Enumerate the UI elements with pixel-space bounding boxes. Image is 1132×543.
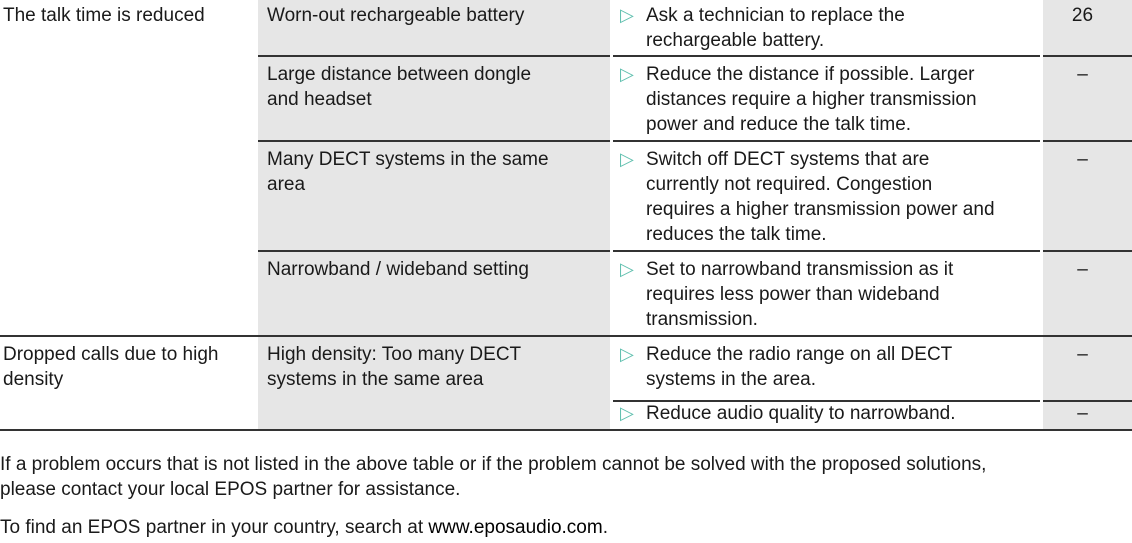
arrow-icon: ▷ (620, 259, 634, 279)
divider (613, 250, 1040, 252)
divider (613, 55, 1040, 57)
divider (613, 140, 1040, 142)
arrow-icon: ▷ (620, 403, 634, 423)
epos-link[interactable]: www.eposaudio.com (428, 517, 603, 538)
page-ref: 26 (1071, 5, 1094, 26)
solution-cell: Set to narrowband transmission as it requires less power than wideband transmission. (646, 259, 954, 330)
divider (1043, 250, 1132, 252)
solution-cell: Reduce audio quality to narrowband. (646, 403, 956, 424)
divider (258, 55, 610, 57)
footer-paragraph-2 (0, 515, 608, 540)
footer-text: To find an EPOS partner in your country, search at (0, 517, 429, 538)
problem-cell: Dropped calls due to high density (3, 344, 219, 390)
solution-cell: Switch off DECT systems that are currently not required. Congestion requires a higher transmission power and reduces the talk time. (646, 149, 995, 245)
table-bottom (0, 429, 1132, 431)
page-ref: – (1077, 64, 1088, 85)
cause-cell: Large distance between dongle and headset (267, 64, 532, 110)
divider (258, 140, 610, 142)
page-ref: – (1077, 403, 1088, 424)
cause-cell: Narrowband / wideband setting (267, 259, 529, 280)
cause-cell: Worn-out rechargeable battery (267, 5, 525, 26)
divider (0, 335, 1132, 337)
arrow-icon: ▷ (620, 149, 634, 169)
solution-cell: Ask a technician to replace the rechargeable battery. (646, 5, 905, 51)
page-ref: – (1077, 259, 1088, 280)
solution-cell: Reduce the radio range on all DECT systems in the area. (646, 344, 953, 390)
divider (258, 250, 610, 252)
page-ref: – (1077, 344, 1088, 365)
footer-paragraph: If a problem occurs that is not listed in the above table or if the problem cannot be solved with the proposed solutions, please contact your local EPOS partner for assistance. (0, 454, 987, 500)
footer-period: . (602, 517, 608, 538)
page-ref: – (1077, 149, 1088, 170)
cause-cell: Many DECT systems in the same area (267, 149, 549, 195)
cause-cell: High density: Too many DECT systems in the same area (267, 344, 522, 390)
arrow-icon: ▷ (620, 5, 634, 25)
divider (1043, 55, 1132, 57)
arrow-icon: ▷ (620, 64, 634, 84)
problem-cell: The talk time is reduced (3, 5, 205, 26)
arrow-icon: ▷ (620, 344, 634, 364)
solution-cell: Reduce the distance if possible. Larger distances require a higher transmission power and reduce the talk time. (646, 64, 977, 135)
divider (1043, 140, 1132, 142)
